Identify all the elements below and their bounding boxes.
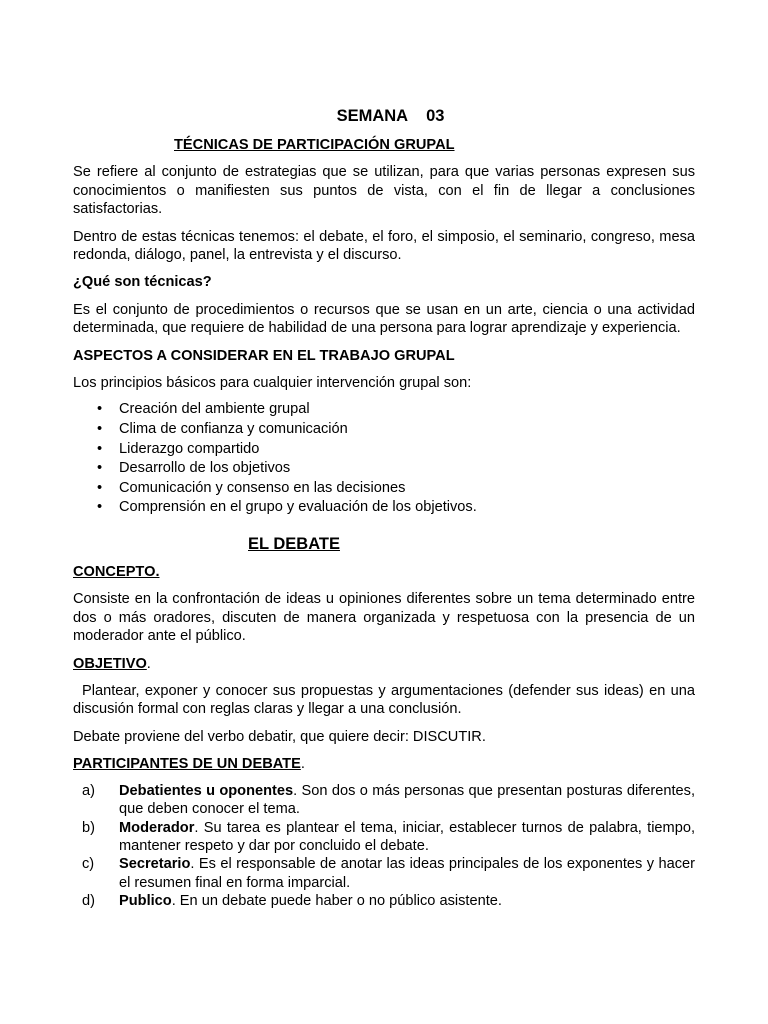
bullet-icon: •	[97, 460, 103, 477]
bullet-icon: •	[97, 479, 103, 496]
bullet-icon: •	[97, 499, 103, 516]
participant-term: Moderador	[119, 819, 195, 836]
objetivo-heading: OBJETIVO	[73, 655, 147, 672]
principles-list	[73, 400, 695, 518]
participants-list	[73, 782, 695, 911]
participant-term: Publico	[119, 893, 172, 910]
list-item	[73, 892, 695, 910]
participantes-heading: PARTICIPANTES DE UN DEBATE	[73, 756, 301, 773]
list-item	[73, 819, 695, 856]
week-number: 03	[426, 107, 445, 125]
list-item	[73, 479, 695, 499]
bullet-icon: •	[97, 421, 103, 438]
participant-desc: . Son dos o más personas que presentan posturas diferentes, que deben conocer el tema.	[119, 782, 696, 818]
aspectos-heading: ASPECTOS A CONSIDERAR EN EL TRABAJO GRUPAL	[73, 347, 455, 364]
intro-paragraph-2: Dentro de estas técnicas tenemos: el debate, el foro, el simposio, el seminario, congreso, mesa redonda, diálogo, panel, la entrevista y el discurso.	[73, 228, 695, 264]
week-heading	[73, 106, 695, 126]
list-item-text: Comprensión en el grupo y evaluación de los objetivos.	[119, 499, 477, 516]
participantes-heading-punct: .	[300, 756, 305, 773]
objetivo-heading-line	[73, 655, 695, 673]
bullet-icon: •	[97, 440, 103, 457]
objetivo-paragraph	[73, 682, 695, 719]
list-marker: c)	[82, 856, 95, 873]
participant-desc: . Su tarea es plantear el tema, iniciar, establecer turnos de palabra, tiempo, mantener respeto y dar por concluido el debate.	[119, 819, 695, 854]
participant-term: Debatientes u oponentes	[119, 782, 294, 799]
participant-desc: . Es el responsable de anotar las ideas principales de los exponentes y hacer el resumen final en forma imparcial.	[119, 856, 695, 891]
participantes-heading-line	[73, 755, 695, 773]
tecnicas-heading: ¿Qué son técnicas?	[73, 274, 212, 291]
list-item	[73, 855, 695, 892]
list-item	[73, 440, 695, 460]
aspectos-intro: Los principios básicos para cualquier intervención grupal son:	[73, 375, 472, 392]
concepto-paragraph: Consiste en la confrontación de ideas u opiniones diferentes sobre un tema determinado entre dos o más oradores, discuten de manera organizada y respetuosa con la presencia de un moderador ante el público.	[73, 591, 695, 645]
objetivo-text: Plantear, exponer y conocer sus propuestas y argumentaciones (defender sus ideas) en una discusión formal con reglas claras y llegar a una conclusión.	[73, 683, 695, 718]
origen-paragraph: Debate proviene del verbo debatir, que quiere decir: DISCUTIR.	[73, 728, 486, 745]
list-marker: d)	[82, 893, 95, 910]
tecnicas-paragraph: Es el conjunto de procedimientos o recursos que se usan en un arte, ciencia o una actividad determinada, que requiere de habilidad de una persona para lograr aprendizaje y experiencia.	[73, 301, 695, 337]
list-item	[73, 459, 695, 479]
objetivo-heading-punct: .	[146, 655, 151, 672]
debate-title: EL DEBATE	[248, 535, 340, 554]
list-item-text: Liderazgo compartido	[119, 440, 260, 457]
list-marker: a)	[82, 782, 95, 799]
list-item	[73, 782, 695, 819]
week-label: SEMANA	[336, 107, 409, 125]
list-item	[73, 498, 695, 518]
list-item	[73, 420, 695, 440]
section-subtitle: TÉCNICAS DE PARTICIPACIÓN GRUPAL	[174, 137, 455, 153]
list-item-text: Creación del ambiente grupal	[119, 401, 310, 418]
participant-term: Secretario	[119, 856, 191, 873]
list-item	[73, 400, 695, 420]
intro-paragraph-1: Se refiere al conjunto de estrategias que se utilizan, para que varias personas expresen sus conocimientos o manifiesten sus puntos de vista, con el fin de llegar a conclusiones satisfactorias.	[73, 164, 695, 218]
list-marker: b)	[82, 819, 95, 836]
list-item-text: Desarrollo de los objetivos	[119, 460, 291, 477]
bullet-icon: •	[97, 401, 103, 418]
list-item-text: Comunicación y consenso en las decisiones	[119, 479, 406, 496]
participant-desc: . En un debate puede haber o no público asistente.	[171, 893, 502, 910]
list-item-text: Clima de confianza y comunicación	[119, 421, 348, 438]
concepto-heading: CONCEPTO.	[73, 564, 160, 581]
